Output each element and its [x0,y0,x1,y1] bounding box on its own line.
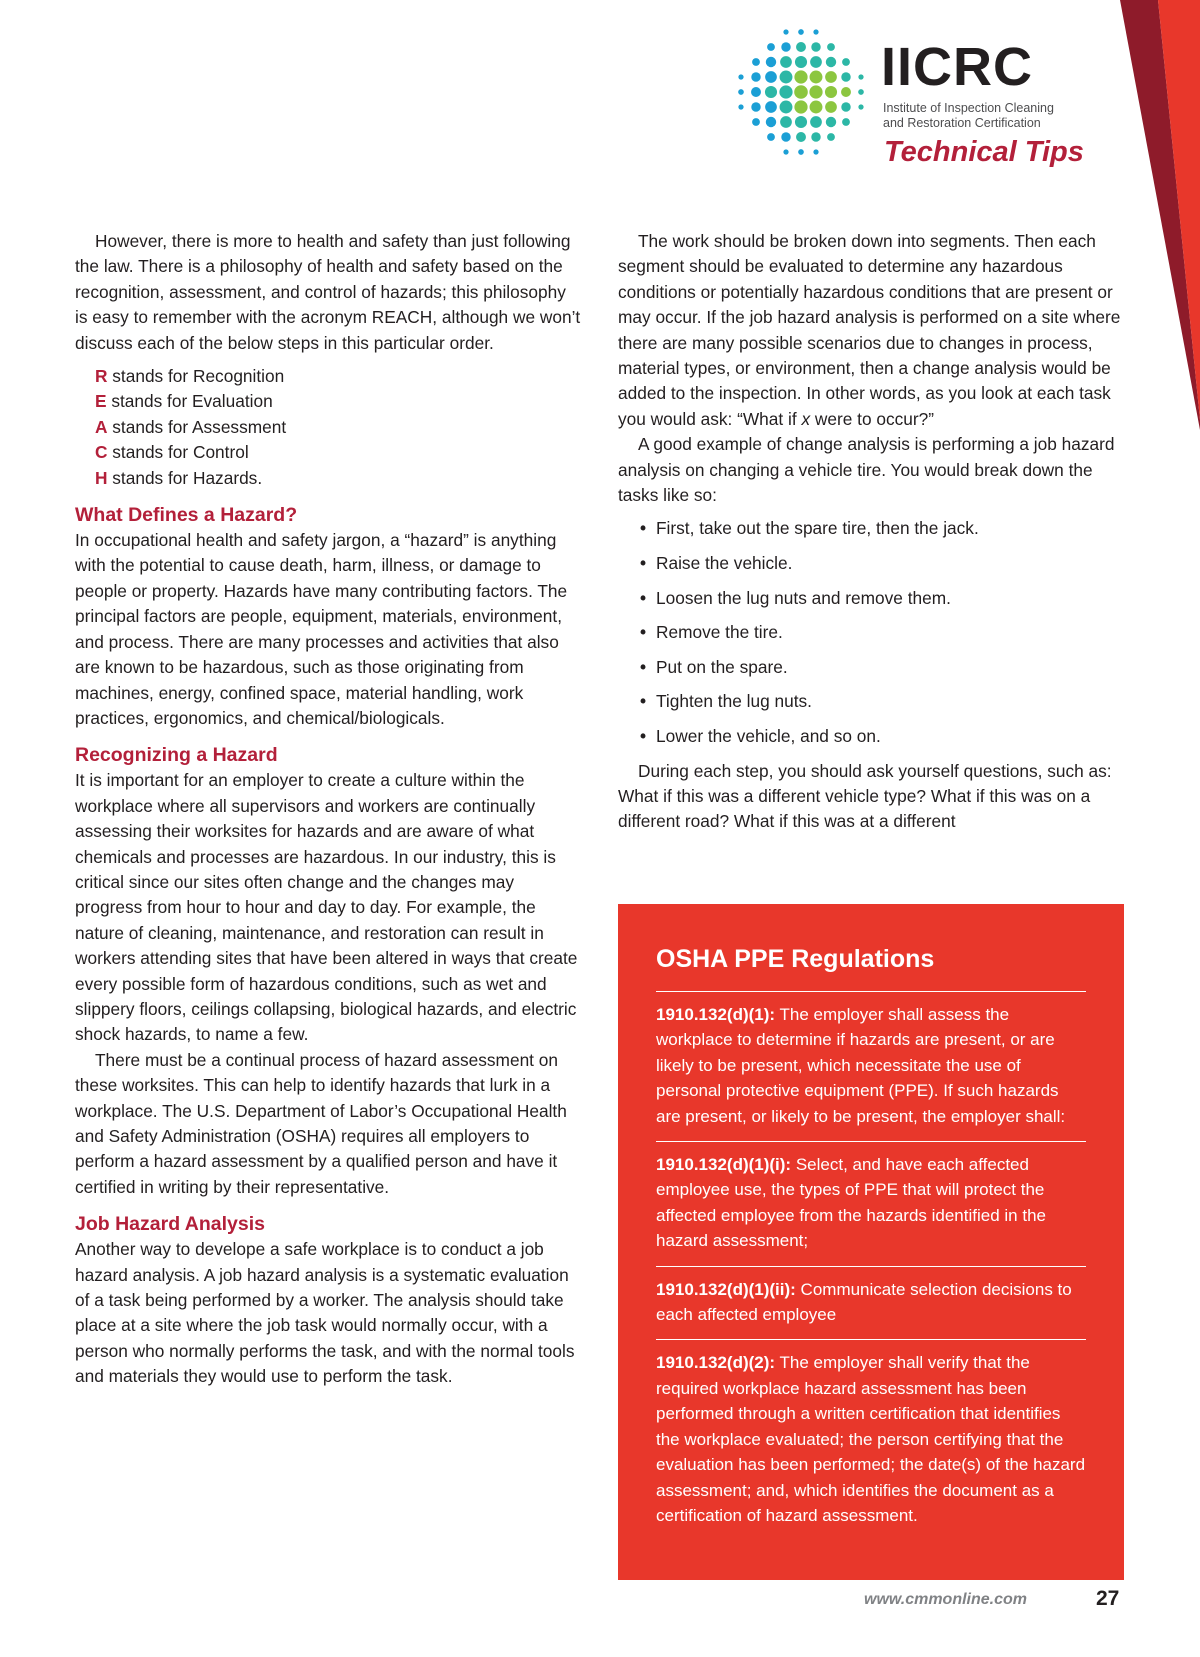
logo-dot [766,57,776,67]
reach-item [95,415,583,440]
task-text: Raise the vehicle. [656,553,793,574]
task-text: Put on the spare. [656,656,788,677]
segments-text-after: were to occur?” [810,408,934,429]
logo-dot [794,70,807,83]
section-tag: Technical Tips [884,136,1084,168]
reach-text: stands for Recognition [107,366,285,387]
logo-dot [811,42,820,51]
heading-job-hazard-analysis: Job Hazard Analysis [75,1213,266,1236]
segments-text-before: The work should be broken down into segments. Then each segment should be evaluated to determine any hazardous conditions or potentially hazardous conditions that are present or may occur. If the job hazard analysis is performed on a site where there are many possible scenarios due to changes in process, material types, or environment, then a change analysis would be added to the inspection. In other words, as you look at each task you would ask: “What if [618,231,1121,429]
corner-stripe [1120,0,1200,430]
heading-what-defines-hazard: What Defines a Hazard? [75,504,298,527]
logo-dot [810,101,823,114]
logo-dot [751,72,760,81]
logo-dot [781,42,790,51]
intro-paragraph: However, there is more to health and safety than just following the law. There is a philosophy of health and safety based on the recognition, assessment, and control of hazards; this philosophy is easy to remember with the acronym REACH, although we won’t discuss each of the below steps in this particular order. [75,231,581,353]
logo-dot [841,72,850,81]
bullet-icon: • [640,553,647,574]
logo-dot [738,104,743,109]
logo-dot [858,104,863,109]
reach-item [95,440,583,465]
regulation-item [656,991,1086,1141]
logo-dot [825,86,837,98]
bullet-icon: • [640,518,647,539]
logo-dot [780,56,792,68]
task-text: Loosen the lug nuts and remove them. [656,587,951,608]
logo-dot [810,56,822,68]
regulation-text: The employer shall assess the workplace to determine if hazards are present, or are likely to be present, which necessitate the use of personal protective equipment (PPE). If such hazards are present, or likely to be present, the employer shall: [656,1005,1066,1126]
logo-dot [842,58,850,66]
logo-dot [765,86,777,98]
recognizing-paragraph: It is important for an employer to create a culture within the workplace where all supervisors and workers are continually assessing their worksites for hazards and are aware of what chemicals and processes are hazardous. In our industry, this is critical since our sites often change and the changes may progress from hour to hour and day to day. For example, the nature of cleaning, maintenance, and restoration can result in workers attending sites that have been altered in ways that create every possible form of hazardous conditions, such as wet and slippery floors, ceilings collapsing, biological hazards, and electric shock hazards, to name a few. [75,770,578,1045]
list-item [640,551,1128,576]
logo-dot [780,71,793,84]
logo-dot [796,132,806,142]
regulation-text: The employer shall verify that the required workplace hazard assessment has been performed through a written certification that identifies the workplace evaluated; the person certifying that the evaluation has been performed; the date(s) of the hazard assessment; and, which identifies the document as a certification of hazard assessment. [656,1353,1086,1525]
logo-dot [794,100,807,113]
logo-dot [810,116,822,128]
logo-dot [780,101,793,114]
task-text: First, take out the spare tire, then the jack. [656,518,979,539]
brand-subtitle-line1: Institute of Inspection Cleaning [883,101,1054,115]
list-item [640,724,1128,749]
during-paragraph: During each step, you should ask yourself questions, such as: What if this was a different vehicle type? What if this was on a different road? What if this was at a different [618,760,1112,832]
list-item [640,586,1128,611]
task-text: Tighten the lug nuts. [656,691,812,712]
logo-dot [783,29,788,34]
logo-dot [811,132,820,141]
tire-task-list [618,516,1128,749]
regulation-code: 1910.132(d)(2): [656,1353,776,1373]
logo-dot [781,132,790,141]
logo-dot [765,101,777,113]
page-number: 27 [1096,1587,1120,1610]
logo-dot [858,89,864,95]
segments-variable: x [801,408,811,429]
logo-dot [825,101,837,113]
reach-letter: E [95,391,107,412]
reach-text: stands for Hazards. [107,467,263,488]
logo-dot [779,85,792,98]
logo-dot [841,102,850,111]
reach-item [95,466,583,491]
bullet-icon: • [640,691,647,712]
regulation-code: 1910.132(d)(1): [656,1005,776,1024]
logo-dot [738,89,744,95]
right-column [618,229,1128,835]
logo-dot [825,71,837,83]
regulation-text: Communicate selection decisions to each affected employee [656,1279,1072,1325]
logo-dot [841,87,851,97]
segments-paragraph [618,229,1128,432]
logo-dot [826,117,836,127]
iicrc-globe-logo [733,24,869,160]
footer-url[interactable]: www.cmmonline.com [864,1591,1027,1608]
logo-dot [827,133,835,141]
logo-dot [738,74,743,79]
bullet-icon: • [640,726,647,747]
list-item [640,689,1128,714]
regulation-code: 1910.132(d)(1)(ii): [656,1279,796,1299]
list-item [640,620,1128,645]
logo-dot [795,116,807,128]
example-paragraph: A good example of change analysis is performing a job hazard analysis on changing a vehicle tire. You would break down the tasks like so: [618,434,1115,506]
brand-name: IICRC [881,37,1033,97]
brand-subtitle [883,101,1054,131]
logo-dot [751,87,761,97]
task-text: Lower the vehicle, and so on. [656,726,881,747]
logo-dot [794,85,808,99]
logo-dot [842,118,850,126]
reach-letter: C [95,442,108,463]
logo-dot [813,149,818,154]
logo-dot [751,102,760,111]
logo-dot [810,71,823,84]
logo-dot [858,74,863,79]
logo-dot [798,29,804,35]
reach-text: stands for Assessment [107,416,287,437]
task-text: Remove the tire. [656,622,783,643]
logo-dot [752,58,760,66]
logo-dot [783,149,788,154]
bullet-icon: • [640,656,647,677]
defines-paragraph: In occupational health and safety jargon, a “hazard” is anything with the potential to cause death, harm, illness, or damage to people or property. Hazards have many contributing factors. The principal factors are people, equipment, materials, environment, and process. There are many processes and activities that also are known to be hazardous, such as those originating from machines, energy, confined space, material handling, work practices, ergonomics, and chemical/biologicals. [75,530,568,728]
regulation-item [656,1339,1086,1540]
logo-dot [766,117,776,127]
logo-dot [826,57,836,67]
logo-dot [780,116,792,128]
left-column [75,229,583,1390]
logo-dot [752,118,760,126]
regulation-item [656,1266,1086,1340]
logo-dot [767,133,775,141]
list-item [640,516,1128,541]
logo-dot [767,43,775,51]
reach-list [75,364,583,491]
logo-dot [798,149,804,155]
logo-dot [813,29,818,34]
reach-item [95,364,583,389]
logo-dot [795,56,807,68]
heading-recognizing-hazard: Recognizing a Hazard [75,744,278,767]
regulation-text: Select, and have each affected employee use, the types of PPE that will protect the affected employee from the hazards identified in the hazard assessment; [656,1155,1046,1251]
list-item [640,655,1128,680]
reach-text: stands for Evaluation [106,391,273,412]
logo-dot [765,71,777,83]
logo-dot [827,43,835,51]
brand-subtitle-line2: and Restoration Certification [883,116,1041,130]
bullet-icon: • [640,622,647,643]
job-paragraph: Another way to develope a safe workplace is to conduct a job hazard analysis. A job hazard analysis is a systematic evaluation of a task being performed by a worker. The analysis should take place at a site where the job task would normally occur, with a person who normally performs the task, and with the normal tools and materials they would use to perform the task. [75,1239,575,1387]
reach-text: stands for Control [107,442,249,463]
reach-letter: H [95,467,108,488]
continual-paragraph: There must be a continual process of hazard assessment on these worksites. This can help to identify hazards that lurk in a workplace. The U.S. Department of Labor’s Occupational Health and Safety Administration (OSHA) requires all employers to perform a hazard assessment by a qualified person and have it certified in writing by their representative. [75,1049,567,1197]
reach-letter: A [95,416,108,437]
bullet-icon: • [640,587,647,608]
reach-item [95,389,583,414]
regulation-code: 1910.132(d)(1)(i): [656,1155,792,1175]
logo-dot [796,42,806,52]
logo-dot [809,85,822,98]
callout-title: OSHA PPE Regulations [656,945,935,973]
regulation-item [656,1141,1086,1266]
reach-letter: R [95,366,108,387]
osha-ppe-callout [618,904,1124,1580]
